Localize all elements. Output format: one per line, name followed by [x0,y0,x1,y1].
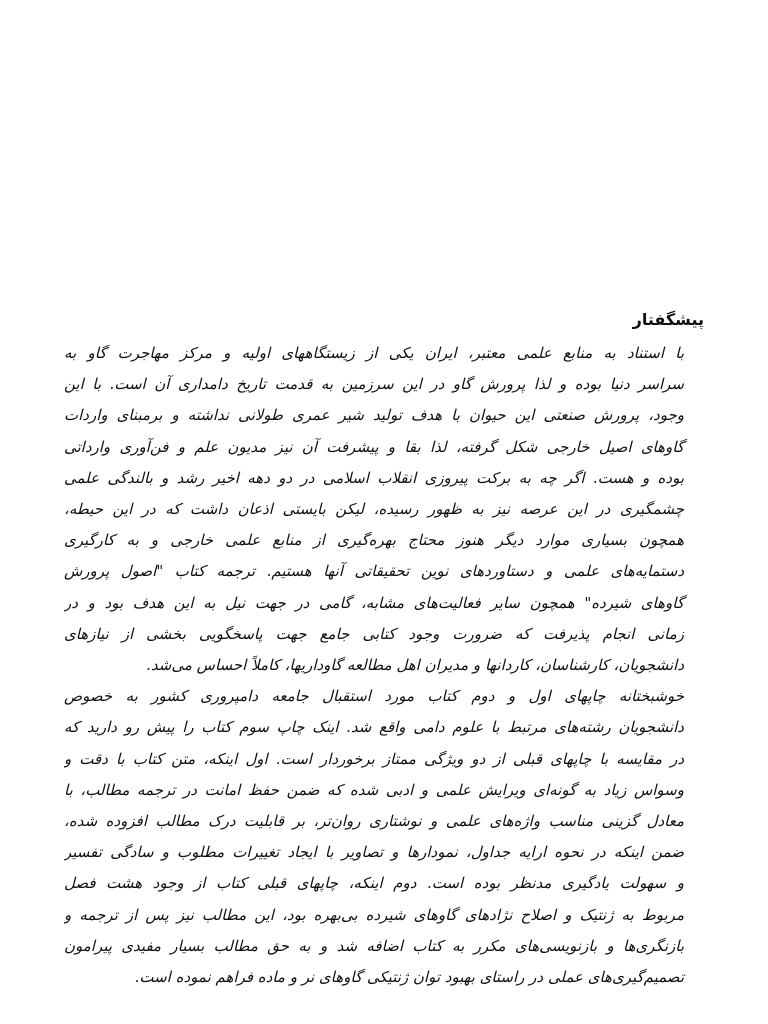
text-line: دانشجویان رشته‌های مرتبط با علوم دامی واقع شد. اینک چاپ سوم کتاب را پیش رو دارید که [64,718,684,737]
text-line: دستمایه‌های علمی و دستاوردهای نوین تحقیقاتی آنها هستیم. ترجمه کتاب "اصول پرورش [64,562,684,581]
text-line: با استناد به منابع علمی معتبر، ایران یکی از زیستگاههای اولیه و مرکز مهاجرت گاو به [64,344,684,362]
text-line: دانشجویان، کارشناسان، کاردانها و مدیران اهل مطالعه گاوداریها، کاملاً احساس می‌شد. [146,656,684,675]
paragraph-2 [64,681,706,993]
text-line: مربوط به ژنتیک و اصلاح نژادهای گاوهای شیرده بی‌بهره بود، این مطالب نیز پس از ترجمه و [64,905,684,924]
text-line: چشمگیری در این عرصه نیز به ظهور رسیده، لیکن بایستی اذعان داشت که در این حیطه، [64,500,684,519]
text-line: وجود، پرورش صنعتی این حیوان با هدف تولید شیر عمری طولانی نداشته و برمبنای واردات [64,406,684,425]
preface-body [64,338,706,993]
text-line: ضمن اینکه در نحوه ارایه جداول، نمودارها و تصاویر با ایجاد تغییرات مطلوب و سادگی تفسیر [64,843,684,862]
text-line: سراسر دنیا بوده و لذا پرورش گاو در این سرزمین به قدمت تاریخ دامداری آن است. با این [64,375,684,394]
paragraph-1 [64,338,706,681]
text-line: وسواس زیاد به گونه‌ای ویرایش علمی و ادبی شده که ضمن حفظ امانت در ترجمه مطالب، با [64,780,684,799]
text-line: گاوهای شیرده" همچون سایر فعالیت‌های مشابه، گامی در جهت نیل به این هدف بود و در [64,593,684,612]
text-line: بوده و هست. اگر چه به برکت پیروزی انقلاب اسلامی در دو دهه اخیر رشد و بالندگی علمی [64,468,684,487]
text-line: و سهولت یادگیری مدنظر بوده است. دوم اینکه، چاپهای قبلی کتاب از وجود هشت فصل [64,874,684,893]
text-line: گاوهای اصیل خارجی شکل گرفته، لذا بقا و پیشرفت آن نیز مدیون علم و فن‌آوری وارداتی [64,437,684,456]
text-line: بازنگری‌ها و بازنویسی‌های مکرر به کتاب اضافه شد و به حق مطالب بسیار مفیدی پیرامون [64,936,684,955]
text-line: خوشبختانه چاپهای اول و دوم کتاب مورد استقبال جامعه دامپروری کشور به خصوص [64,687,684,706]
text-line: تصمیم‌گیری‌های عملی در راستای بهبود توان ژنتیکی گاوهای نر و ماده فراهم نموده است. [134,968,684,987]
text-line: معادل گزینی مناسب واژه‌های علمی و نوشتاری روان‌تر، بر قابلیت درک مطالب افزوده شده، [64,812,684,831]
text-line: همچون بسیاری موارد دیگر هنوز محتاج بهره‌گیری از منابع علمی خارجی و به کارگیری [64,531,684,550]
text-line: زمانی انجام پذیرفت که ضرورت وجود کتابی جامع جهت پاسخگویی بخشی از نیازهای [64,624,684,643]
section-heading: پیشگفتار [632,310,704,329]
text-line: در مقایسه با چاپهای قبلی از دو ویژگی ممتاز برخوردار است. اول اینکه، متن کتاب با دقت و [64,749,684,768]
